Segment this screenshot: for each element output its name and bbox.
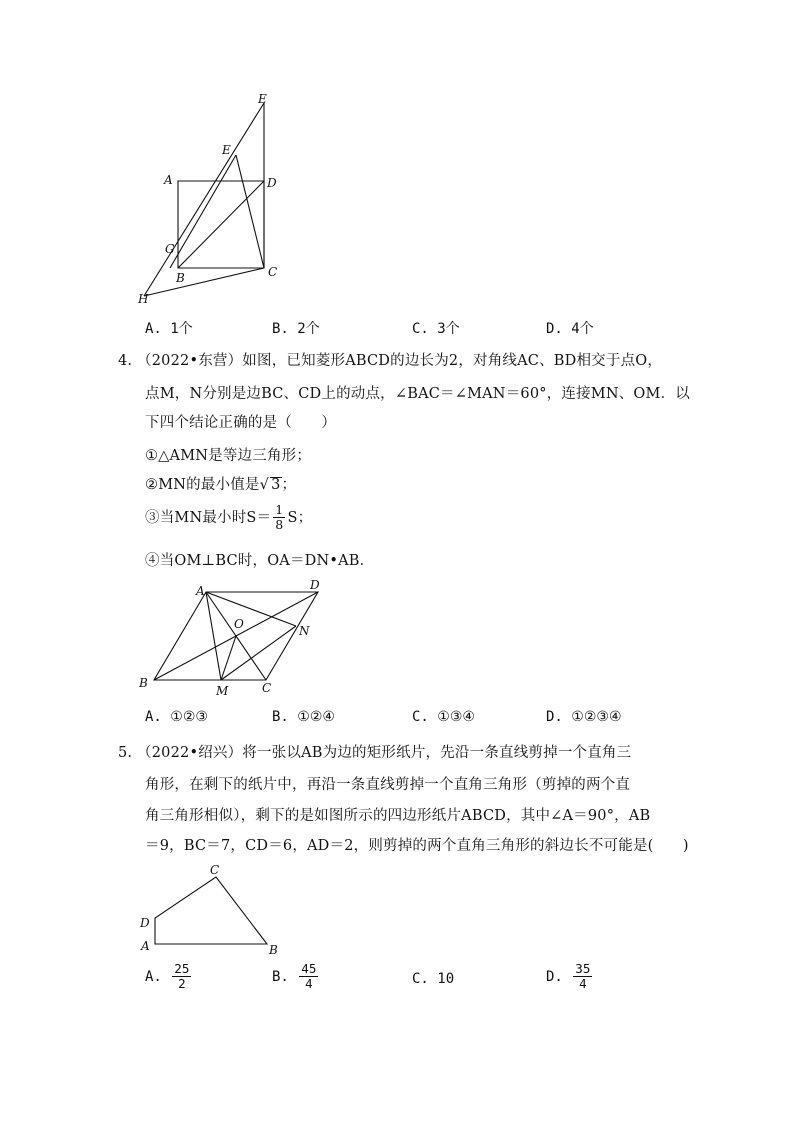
fraction-one-eighth: $\frac{1}{8}$	[275, 502, 284, 533]
sqrt-radicand: 3	[271, 477, 281, 493]
q5-text-line2: 角形，在剩下的纸片中，再沿一条直线剪掉一个直角三角形（剪掉的两个直	[145, 777, 631, 793]
q4-conclusion-3: ③当MN最小时S＝ $\frac{1}{8}$ S；	[145, 502, 313, 533]
label-E-top: E	[258, 92, 267, 106]
q4-text-line1: 4. （2022•东营）如图，已知菱形ABCD的边长为2，对角线AC、BD相交于点O，	[118, 353, 663, 369]
q4-option-a: A. ①②③	[145, 709, 208, 725]
rhombus-label-B: B	[139, 676, 148, 690]
q4-conclusion-4: ④当OM⊥BC时，OA＝DN•AB．	[145, 553, 375, 569]
label-H: H	[138, 292, 149, 306]
q5-text-line3: 角三角形相似），剩下的是如图所示的四边形纸片ABCD，其中∠A＝90°，AB	[145, 808, 651, 824]
rhombus-label-M: M	[216, 684, 229, 698]
q3-option-c: C. 3个	[412, 321, 460, 337]
q3-option-d: D. 4个	[546, 321, 594, 337]
label-G: G	[165, 242, 175, 256]
label-D: D	[267, 176, 277, 190]
q5-text-line1: 5. （2022•绍兴）将一张以AB为边的矩形纸片，先沿一条直线剪掉一个直角三	[118, 745, 632, 761]
q4-conclusion-2-text: ②MN的最小值是	[145, 477, 260, 493]
label-A: A	[164, 173, 173, 187]
q3-option-b: B. 2个	[272, 321, 320, 337]
q4-option-b: B. ①②④	[272, 709, 335, 725]
rhombus-label-C: C	[262, 681, 272, 695]
label-C: C	[268, 265, 278, 279]
q4-option-d: D. ①②③④	[546, 709, 622, 725]
label-B: B	[176, 271, 185, 285]
q4-conclusion-3-text: ③当MN最小时S＝	[145, 509, 272, 526]
figure-quadrilateral	[135, 860, 285, 960]
q5-option-d: D. $\frac{35}{4}$	[546, 961, 591, 992]
q4-text-line3: 下四个结论正确的是（ ）	[145, 415, 337, 431]
q4-conclusion-1: ①△AMN是等边三角形；	[145, 448, 312, 464]
quad-label-D: D	[140, 916, 150, 930]
rhombus-label-N: N	[299, 624, 310, 638]
rhombus-label-O: O	[234, 617, 244, 631]
figure-square-construction	[130, 90, 290, 310]
q4-option-c: C. ①③④	[412, 709, 475, 725]
fraction-45-4: $\frac{45}{4}$	[301, 961, 317, 992]
q4-text-line2: 点M，N分别是边BC、CD上的动点，∠BAC＝∠MAN＝60°，连接MN、OM．以	[145, 386, 690, 402]
quad-label-C: C	[210, 863, 220, 877]
q4-conclusion-2: ②MN的最小值是√ 3；	[145, 477, 297, 493]
q5-text-line4: ＝9，BC＝7，CD＝6，AD＝2，则剪掉的两个直角三角形的斜边长不可能是( )	[145, 838, 689, 854]
fraction-35-4: $\frac{35}{4}$	[575, 961, 591, 992]
q5-option-c: C. 10	[412, 971, 455, 987]
rhombus-label-D: D	[310, 578, 320, 592]
q3-option-a: A. 1个	[145, 321, 193, 337]
q5-option-b: B. $\frac{45}{4}$	[272, 961, 317, 992]
figure-rhombus	[135, 575, 325, 700]
label-E: E	[222, 143, 231, 157]
sqrt-sign: √	[259, 477, 270, 493]
rhombus-label-A: A	[196, 584, 205, 598]
fraction-25-2: $\frac{25}{2}$	[174, 961, 190, 992]
q5-option-a: A. $\frac{25}{2}$	[145, 961, 190, 992]
quad-label-A: A	[141, 939, 150, 953]
quad-label-B: B	[269, 943, 278, 957]
